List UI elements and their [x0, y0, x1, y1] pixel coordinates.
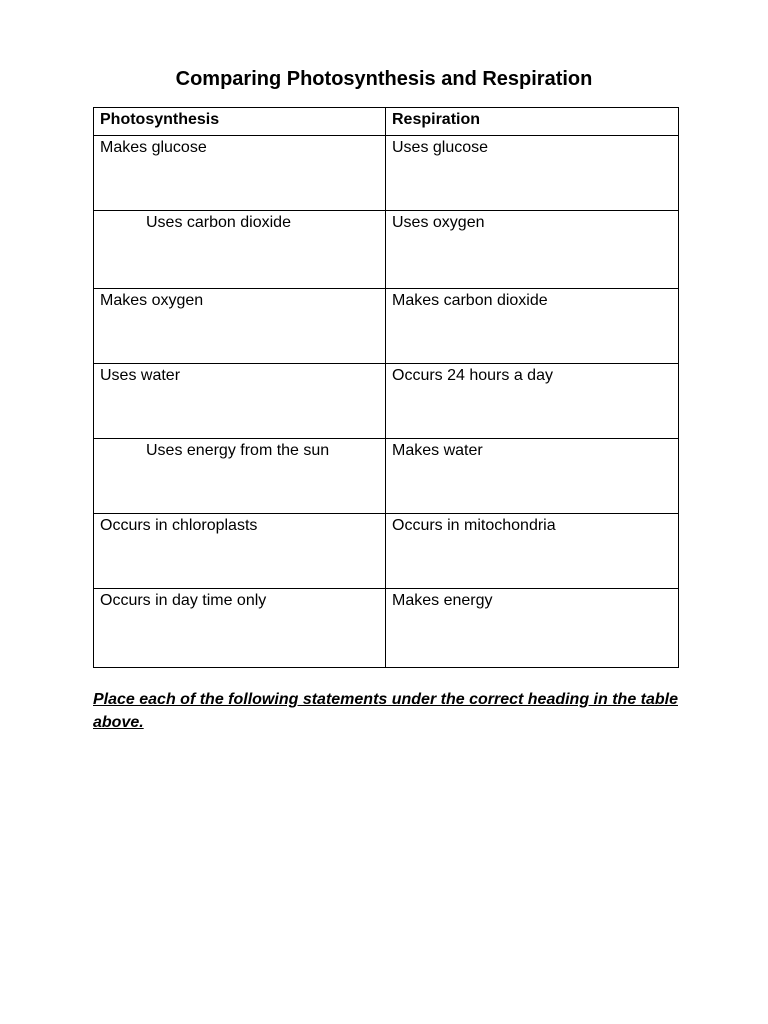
instructions-text: Place each of the following statements under the correct heading in the table above. — [93, 691, 678, 731]
table-row — [94, 439, 679, 514]
table-header-row — [94, 108, 679, 136]
photosynthesis-cell — [94, 211, 386, 289]
table-row — [94, 136, 679, 211]
table-row — [94, 364, 679, 439]
photosynthesis-cell — [94, 439, 386, 514]
photosynthesis-cell: Occurs in chloroplasts — [94, 514, 386, 589]
table-row — [94, 211, 679, 289]
table-row — [94, 289, 679, 364]
respiration-cell: Makes water — [386, 439, 679, 514]
photosynthesis-cell: Makes oxygen — [94, 289, 386, 364]
comparison-table — [93, 107, 679, 668]
header-respiration: Respiration — [386, 108, 679, 136]
respiration-cell: Makes carbon dioxide — [386, 289, 679, 364]
indented-cell-text: Uses energy from the sun — [146, 442, 330, 459]
table-row — [94, 514, 679, 589]
page-title: Comparing Photosynthesis and Respiration — [175, 68, 593, 90]
photosynthesis-cell: Uses water — [94, 364, 386, 439]
respiration-cell: Uses glucose — [386, 136, 679, 211]
photosynthesis-cell: Makes glucose — [94, 136, 386, 211]
respiration-cell: Occurs in mitochondria — [386, 514, 679, 589]
respiration-cell: Uses oxygen — [386, 211, 679, 289]
respiration-cell: Makes energy — [386, 589, 679, 668]
photosynthesis-cell: Occurs in day time only — [94, 589, 386, 668]
header-photosynthesis: Photosynthesis — [94, 108, 386, 136]
respiration-cell: Occurs 24 hours a day — [386, 364, 679, 439]
table-row — [94, 589, 679, 668]
indented-cell-text: Uses carbon dioxide — [146, 214, 291, 231]
